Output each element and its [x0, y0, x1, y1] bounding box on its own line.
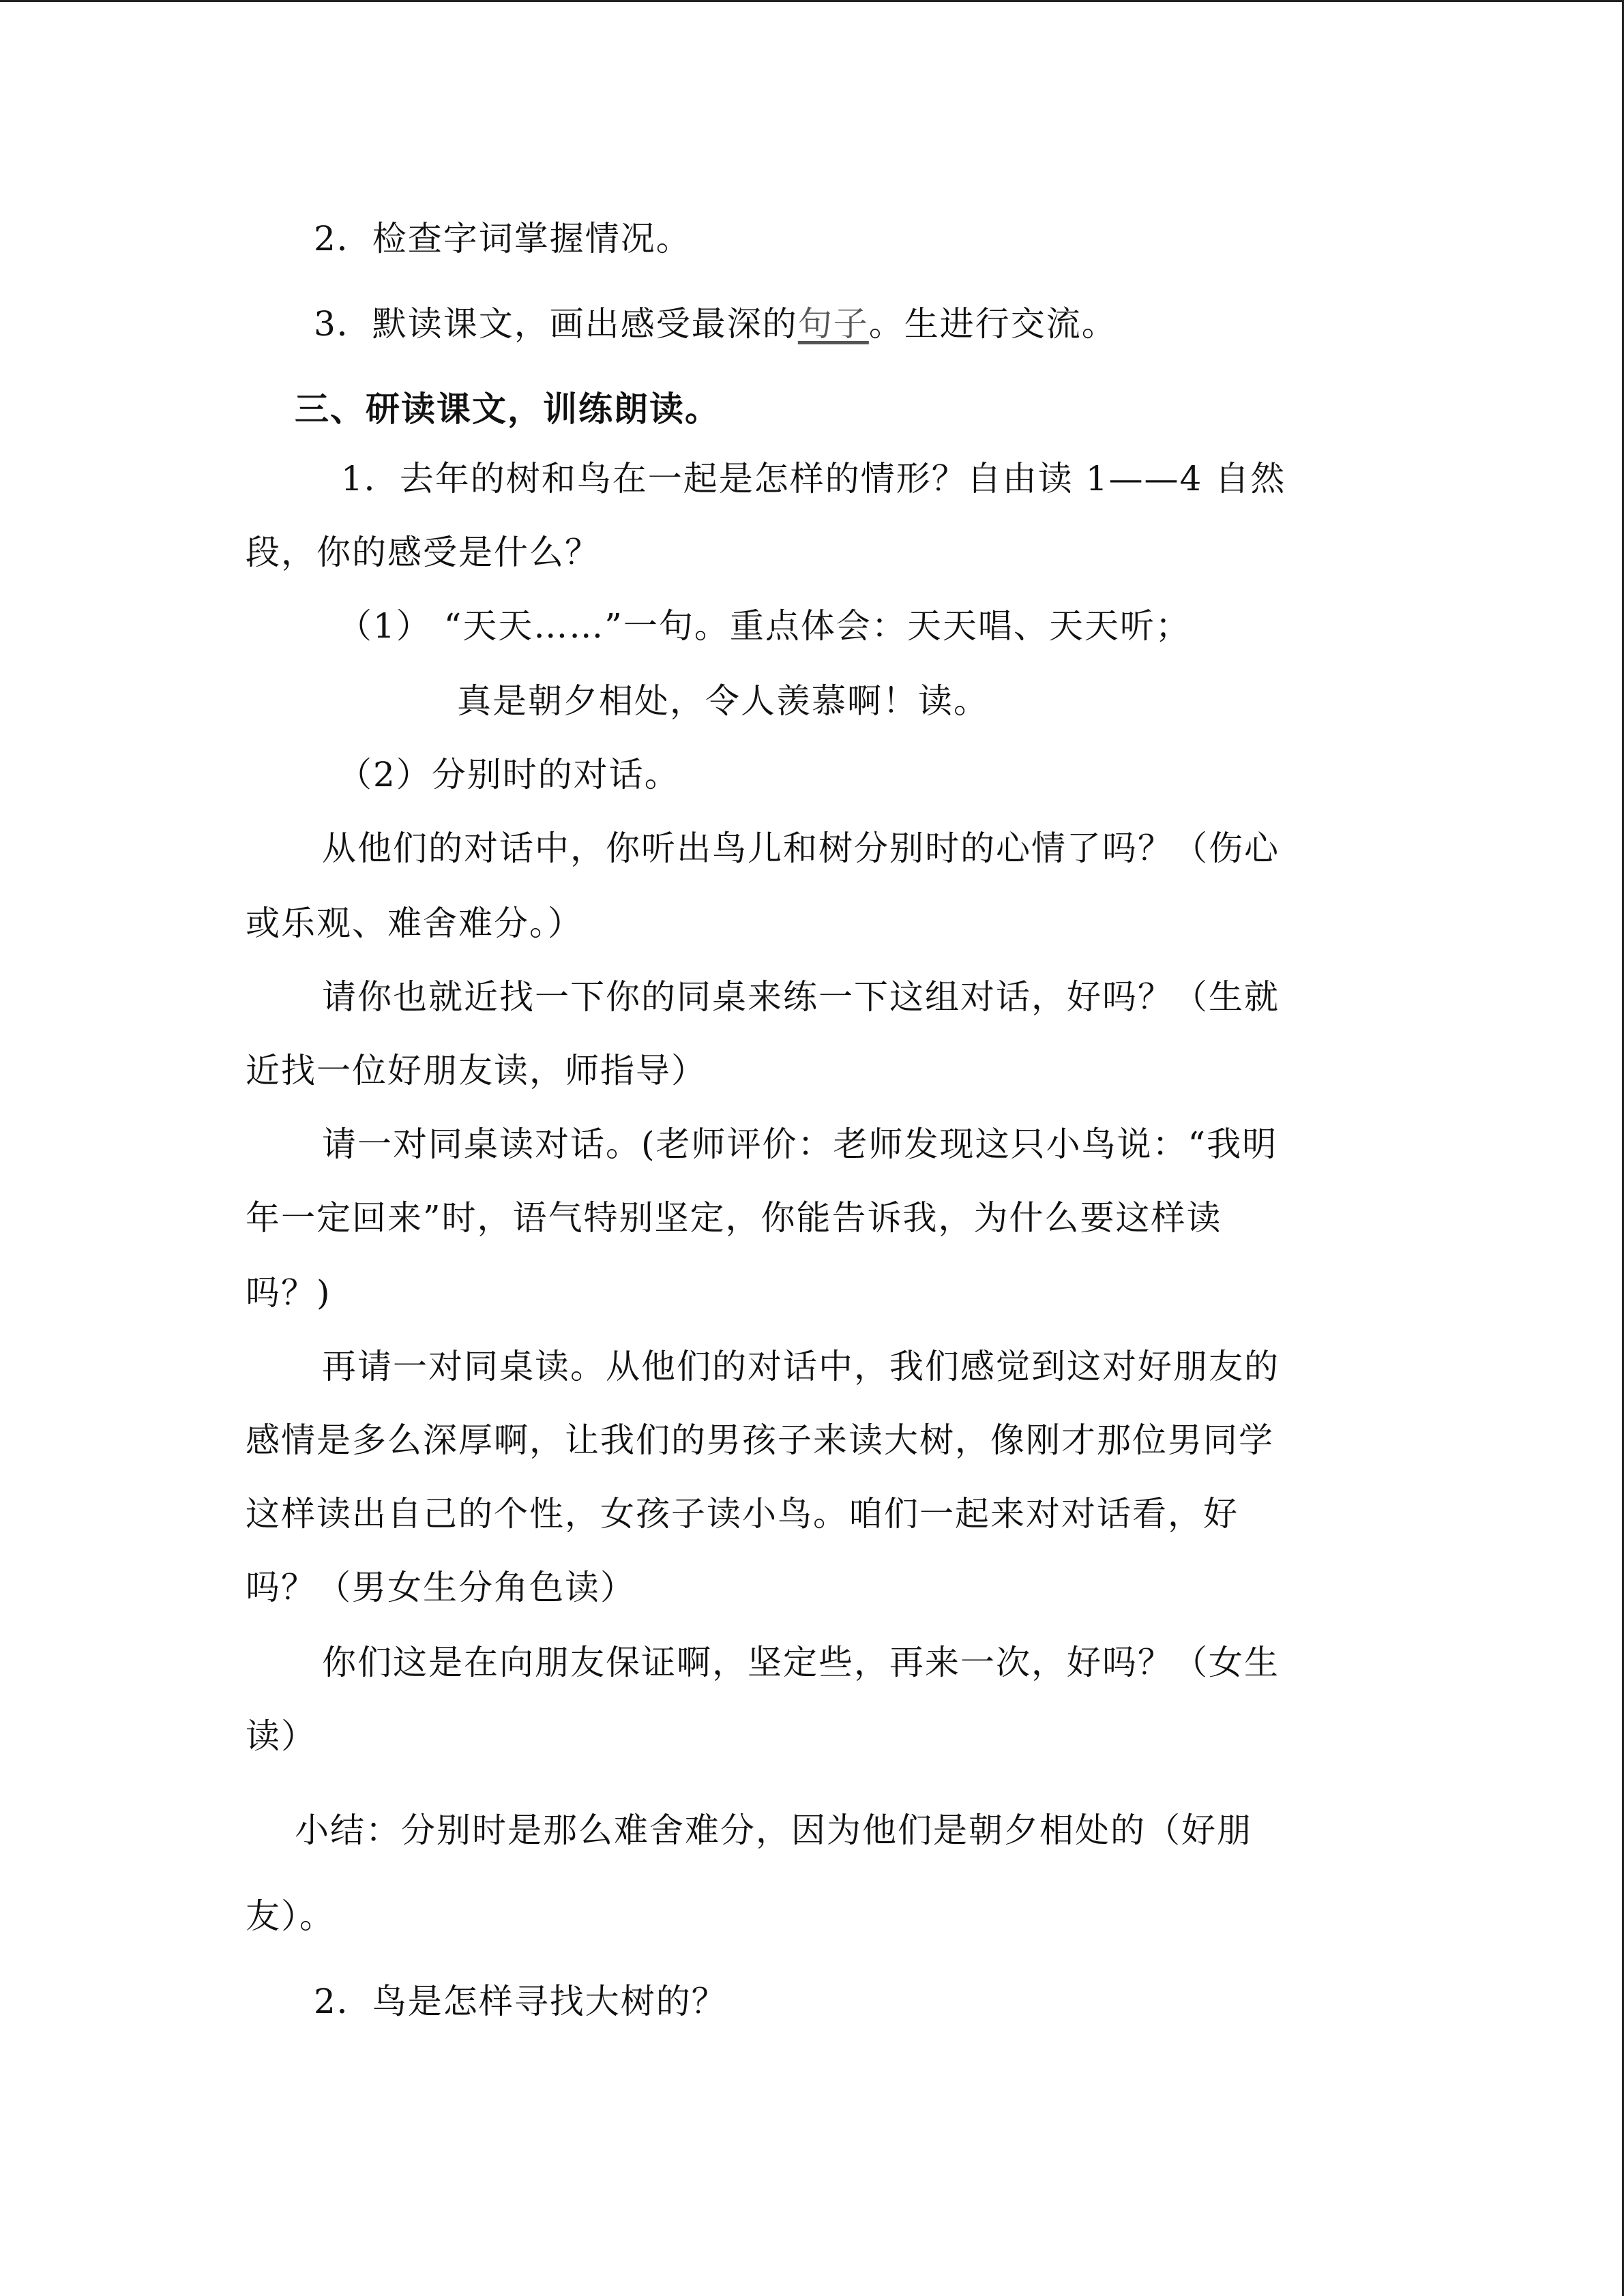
- text-line: 吗？): [246, 1273, 331, 1313]
- text-segment: 3．默读课文，画出感受最深的: [314, 304, 798, 344]
- text-line: 1．去年的树和鸟在一起是怎样的情形？自由读 1——4 自然: [341, 459, 1286, 498]
- text-line: 请一对同桌读对话。(老师评价：老师发现这只小鸟说：“我明: [322, 1124, 1278, 1164]
- text-line: 再请一对同桌读。从他们的对话中，我们感觉到这对好朋友的: [322, 1347, 1280, 1386]
- text-line: （1） “天天……”一句。重点体会：天天唱、天天听；: [338, 606, 1191, 646]
- text-line: 或乐观、难舍难分。）: [246, 904, 583, 943]
- text-line: 友）。: [246, 1896, 335, 1936]
- text-line: 从他们的对话中，你听出鸟儿和树分别时的心情了吗？（伤心: [322, 829, 1280, 868]
- text-line: 请你也就近找一下你的同桌来练一下这组对话，好吗？（生就: [322, 977, 1280, 1017]
- text-line: 吗？（男女生分角色读）: [246, 1568, 636, 1607]
- text-line: 你们这是在向朋友保证啊，坚定些，再来一次，好吗？（女生: [322, 1643, 1280, 1682]
- text-line: 近找一位好朋友读，师指导）: [246, 1051, 707, 1090]
- section-heading: 三、研读课文，训练朗读。: [295, 389, 720, 429]
- text-line: （2）分别时的对话。: [338, 755, 680, 794]
- text-line: 读）: [246, 1716, 316, 1756]
- text-line: 小结：分别时是那么难舍难分，因为他们是朝夕相处的（好朋: [295, 1810, 1252, 1850]
- text-line: 真是朝夕相处，令人羡慕啊！读。: [457, 681, 989, 721]
- text-line: 年一定回来”时，语气特别坚定，你能告诉我，为什么要这样读: [246, 1198, 1222, 1238]
- link-juzi[interactable]: 句子: [797, 304, 869, 344]
- text-line: 2．鸟是怎样寻找大树的？: [314, 1982, 727, 2021]
- text-segment: 。生进行交流。: [868, 304, 1117, 344]
- text-line: 这样读出自己的个性，女孩子读小鸟。咱们一起来对对话看，好: [246, 1494, 1239, 1534]
- text-line: 感情是多么深厚啊，让我们的男孩子来读大树，像刚才那位男同学: [246, 1420, 1274, 1460]
- text-line: [314, 304, 1117, 344]
- text-line: 2．检查字词掌握情况。: [314, 219, 692, 258]
- text-line: 段，你的感受是什么？: [246, 533, 600, 572]
